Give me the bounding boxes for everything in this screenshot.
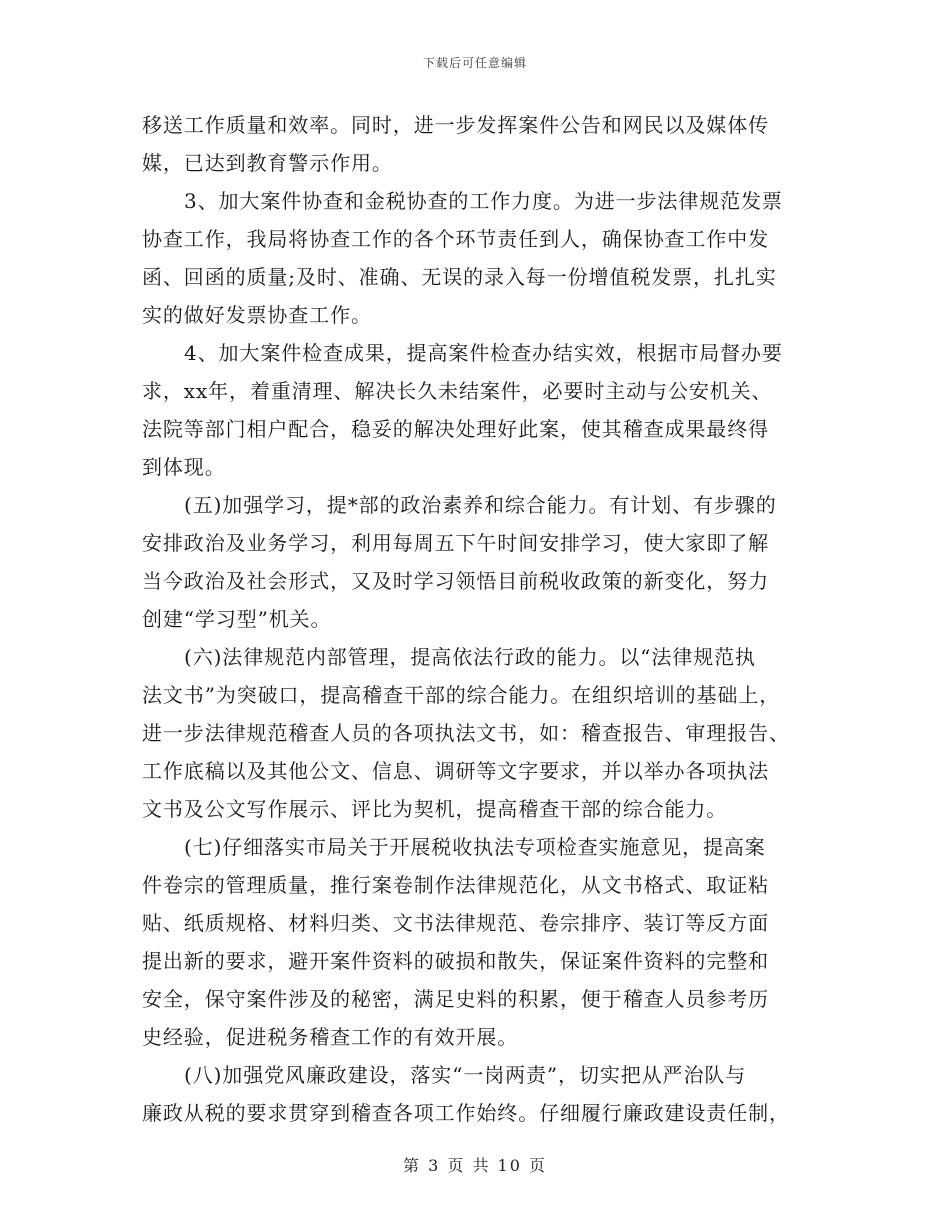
text-line: 法文书”为突破口，提高稽查干部的综合能力。在组织培训的基础上，	[142, 683, 781, 707]
paragraph-start-line: (六)法律规范内部管理，提高依法行政的能力。以“法律规范执	[184, 645, 756, 669]
page-number: 第 3 页 共 10 页	[403, 1156, 547, 1175]
text-line: 件卷宗的管理质量，推行案卷制作法律规范化，从文书格式、取证粘	[142, 873, 769, 897]
paragraph-start-line: (七)仔细落实市局关于开展税收执法专项检查实施意见，提高案	[184, 835, 766, 859]
text-line: 媒，已达到教育警示作用。	[142, 151, 393, 175]
text-line: 创建“学习型”机关。	[142, 607, 332, 631]
paragraph-start-line: (五)加强学习，提*部的政治素养和综合能力。有计划、有步骤的	[184, 493, 777, 517]
text-line: 当今政治及社会形式，又及时学习领悟目前税收政策的新变化，努力	[142, 569, 769, 593]
text-line: 文书及公文写作展示、评比为契机，提高稽查干部的综合能力。	[142, 797, 728, 821]
text-line: 安排政治及业务学习，利用每周五下午时间安排学习，使大家即了解	[142, 531, 769, 555]
paragraph-start-line: 3、加大案件协查和金税协查的工作力度。为进一步法律规范发票	[184, 189, 783, 213]
text-line: 工作底稿以及其他公文、信息、调研等文字要求，并以举办各项执法	[142, 759, 769, 783]
text-line: 进一步法律规范稽查人员的各项执法文书，如：稽查报告、审理报告、	[142, 721, 790, 745]
text-line: 协查工作，我局将协查工作的各个环节责任到人，确保协查工作中发	[142, 227, 769, 251]
page-header: 下载后可任意编辑	[422, 56, 527, 70]
text-line: 安全，保守案件涉及的秘密，满足史料的积累，便于稽查人员参考历	[142, 987, 769, 1011]
text-line: 实的做好发票协查工作。	[142, 303, 372, 327]
text-line: 提出新的要求，避开案件资料的破损和散失，保证案件资料的完整和	[142, 949, 769, 973]
text-line: 函、回函的质量;及时、准确、无误的录入每一份增值税发票，扎扎实	[142, 265, 777, 289]
text-line: 移送工作质量和效率。同时，进一步发挥案件公告和网民以及媒体传	[142, 113, 769, 137]
text-line: 史经验，促进税务稽查工作的有效开展。	[142, 1025, 519, 1049]
text-line: 到体现。	[142, 455, 226, 479]
paragraph-start-line: (八)加强党风廉政建设，落实“一岗两责”，切实把从严治队与	[184, 1063, 747, 1087]
paragraph-start-line: 4、加大案件检查成果，提高案件检查办结实效，根据市局督办要	[184, 341, 783, 365]
text-line: 廉政从税的要求贯穿到稽查各项工作始终。仔细履行廉政建设责任制，	[142, 1101, 790, 1125]
document-body	[142, 106, 808, 1132]
text-line: 求，xx年，着重清理、解决长久未结案件，必要时主动与公安机关、	[142, 379, 773, 403]
text-line: 贴、纸质规格、材料归类、文书法律规范、卷宗排序、装订等反方面	[142, 911, 769, 935]
text-line: 法院等部门相户配合，稳妥的解决处理好此案，使其稽查成果最终得	[142, 417, 769, 441]
